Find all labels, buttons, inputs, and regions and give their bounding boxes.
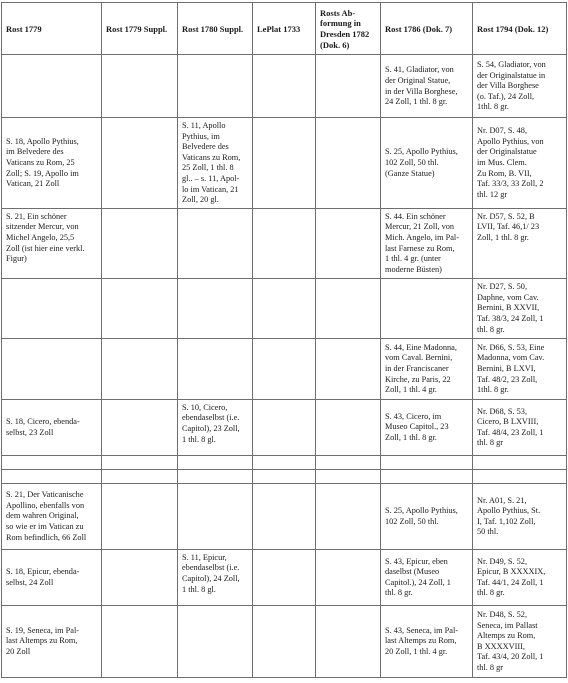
table-cell xyxy=(316,455,381,469)
table-cell xyxy=(102,605,178,677)
table-row xyxy=(2,118,567,209)
table-cell xyxy=(316,118,381,209)
table-cell: S. 19, Seneca, im Pal- last Altemps zu Rom, 20 Zoll xyxy=(2,605,102,677)
table-cell: Nr. A01, S. 21, Apollo Pythius, St. I, Taf. 1,102 Zoll, 50 thl. xyxy=(473,483,567,549)
table-cell: S. 41, Gladiator, von der Original Statue, in der Villa Borghese, 24 Zoll, 1 thl. 8 gr. xyxy=(381,55,473,118)
table-cell xyxy=(102,549,178,605)
table-cell: S. 18, Epicur, ebenda- selbst, 24 Zoll xyxy=(2,549,102,605)
table-row xyxy=(2,483,567,549)
table-row xyxy=(2,338,567,399)
table-header-row xyxy=(2,3,567,55)
table-cell: S. 43, Seneca, im Pal- last Altemps zu Rom, 20 Zoll, 1 thl. 4 gr. xyxy=(381,605,473,677)
table-cell xyxy=(102,455,178,469)
header-rost-1786: Rost 1786 (Dok. 7) xyxy=(381,3,473,55)
table-cell: Nr. D07, S. 48, Apollo Pythius, von der Originalstatue im Mus. Clem. Zu Rom, B. VII, Taf. 33/3, 33 Zoll, 2 thl. 12 gr xyxy=(473,118,567,209)
table-row xyxy=(2,278,567,338)
table-cell: S. 25, Apollo Pythius, 102 Zoll, 50 thl. (Ganze Statue) xyxy=(381,118,473,209)
table-cell: S. 25, Apollo Pythius, 102 Zoll, 50 thl. xyxy=(381,483,473,549)
table-cell xyxy=(102,278,178,338)
table-cell: Nr. D57, S. 52, B LVII, Taf. 46,1/ 23 Zoll, 1 thl. 8 gr. xyxy=(473,208,567,278)
table-cell xyxy=(253,208,316,278)
table-cell: Nr. D27, S. 50, Daphne, vom Cav. Bernini, B XXVII, Taf. 38/3, 24 Zoll, 1 thl. 8 gr. xyxy=(473,278,567,338)
table-cell xyxy=(316,338,381,399)
table-cell xyxy=(473,469,567,483)
table-cell: Nr. D66, S. 53, Eine Madonna, vom Cav. Bernini, B LXVI, Taf. 48/2, 23 Zoll, 1thl. 8 gr. xyxy=(473,338,567,399)
table-cell: S. 11, Apollo Pythius, im Belvedere des Vaticans zu Rom, 25 Zoll, 1 thl. 8 gl.. – s. 11, Apol- lo im Vatican, 21 Zoll, 20 gl. xyxy=(178,118,253,209)
concordance-table xyxy=(1,2,567,678)
table-cell xyxy=(316,278,381,338)
table-cell xyxy=(102,118,178,209)
table-cell xyxy=(316,469,381,483)
table-cell xyxy=(253,549,316,605)
header-rost-1779-suppl: Rost 1779 Suppl. xyxy=(102,3,178,55)
header-rost-1780-suppl: Rost 1780 Suppl. xyxy=(178,3,253,55)
table-cell xyxy=(178,278,253,338)
table-cell xyxy=(178,605,253,677)
table-cell: S. 54, Gladiator, von der Originalstatue in der Villa Borghese (o. Taf.), 24 Zoll, 1thl. 8 gr. xyxy=(473,55,567,118)
table-cell xyxy=(316,208,381,278)
table-cell xyxy=(381,469,473,483)
header-leplat-1733: LePlat 1733 xyxy=(253,3,316,55)
table-cell xyxy=(102,469,178,483)
table-cell: S. 43, Cicero, im Museo Capitol., 23 Zoll, 1 thl. 8 gr. xyxy=(381,399,473,455)
table-row xyxy=(2,399,567,455)
table-cell: S. 10, Cicero, ebendaselbst (i.e. Capitol), 23 Zoll, 1 thl. 8 gl. xyxy=(178,399,253,455)
table-cell xyxy=(2,469,102,483)
table-cell: S. 21, Ein schöner sitzender Mercur, von Michel Angelo, 25,5 Zoll (ist hier eine verkl. Figur) xyxy=(2,208,102,278)
table-cell xyxy=(102,483,178,549)
table-cell xyxy=(102,55,178,118)
table-cell xyxy=(316,605,381,677)
table-cell xyxy=(316,55,381,118)
table-cell: Nr. D48, S. 52, Seneca, im Pallast Altemps zu Rom, B XXXXVIII, Taf. 43/4, 20 Zoll, 1 thl. 8 gr xyxy=(473,605,567,677)
table-cell xyxy=(381,278,473,338)
table-cell xyxy=(253,55,316,118)
table-cell: S. 18, Apollo Pythius, im Belvedere des Vaticans zu Rom, 25 Zoll; S. 19, Apollo im Vatican, 21 Zoll xyxy=(2,118,102,209)
table-cell: S. 44. Ein schöner Mercur, 21 Zoll, von Mich. Angelo, im Pal- last Farnese zu Rom, 1 thl. 4 gr. (unter moderne Büsten) xyxy=(381,208,473,278)
table-cell: S. 44, Eine Madonna, vom Caval. Bernini, in der Franciscaner Kirche, zu Paris, 22 Zoll, 1 thl. 4 gr. xyxy=(381,338,473,399)
table-cell: S. 11, Epicur, ebendaselbst (i.e. Capitol), 24 Zoll, 1 thl. 8 gl. xyxy=(178,549,253,605)
header-rost-1779: Rost 1779 xyxy=(2,3,102,55)
table-cell xyxy=(381,455,473,469)
table-row xyxy=(2,605,567,677)
table-cell xyxy=(178,469,253,483)
table-cell: S. 18, Cicero, ebenda- selbst, 23 Zoll xyxy=(2,399,102,455)
table-cell: S. 21, Der Vaticanische Apollino, ebenfalls von dem wahren Original, so wie er im Vatican zu Rom befindlich, 66 Zoll xyxy=(2,483,102,549)
table-cell xyxy=(253,455,316,469)
table-cell xyxy=(2,55,102,118)
table-cell xyxy=(102,208,178,278)
table-cell xyxy=(253,338,316,399)
table-cell xyxy=(473,455,567,469)
header-rosts-abformung-dresden-1782: Rosts Ab- formung in Dresden 1782 (Dok. 6) xyxy=(316,3,381,55)
table-cell xyxy=(316,483,381,549)
table-cell xyxy=(253,469,316,483)
table-row xyxy=(2,455,567,469)
table-cell xyxy=(178,55,253,118)
table-cell xyxy=(253,399,316,455)
table-row xyxy=(2,549,567,605)
table-cell xyxy=(102,399,178,455)
table-cell xyxy=(102,338,178,399)
table-cell xyxy=(2,278,102,338)
table-cell xyxy=(178,455,253,469)
table-cell xyxy=(253,483,316,549)
table-cell xyxy=(253,605,316,677)
table-cell xyxy=(178,483,253,549)
table-cell xyxy=(2,338,102,399)
table-cell xyxy=(253,118,316,209)
table-cell: Nr. D49, S. 52, Epicur, B XXXXIX, Taf. 44/1, 24 Zoll, 1 thl. 8 gr. xyxy=(473,549,567,605)
table-row xyxy=(2,55,567,118)
table-cell: Nr. D68, S. 53, Cicero, B LXVIII, Taf. 48/4, 23 Zoll, 1 thl. 8 gr xyxy=(473,399,567,455)
table-cell xyxy=(316,399,381,455)
table-cell xyxy=(316,549,381,605)
table-cell: S. 43, Epicur, eben daselbst (Museo Capitol.), 24 Zoll, 1 thl. 8 gr. xyxy=(381,549,473,605)
table-row xyxy=(2,208,567,278)
table-row xyxy=(2,469,567,483)
table-cell xyxy=(2,455,102,469)
header-rost-1794: Rost 1794 (Dok. 12) xyxy=(473,3,567,55)
table-cell xyxy=(178,338,253,399)
table-cell xyxy=(253,278,316,338)
table-cell xyxy=(178,208,253,278)
